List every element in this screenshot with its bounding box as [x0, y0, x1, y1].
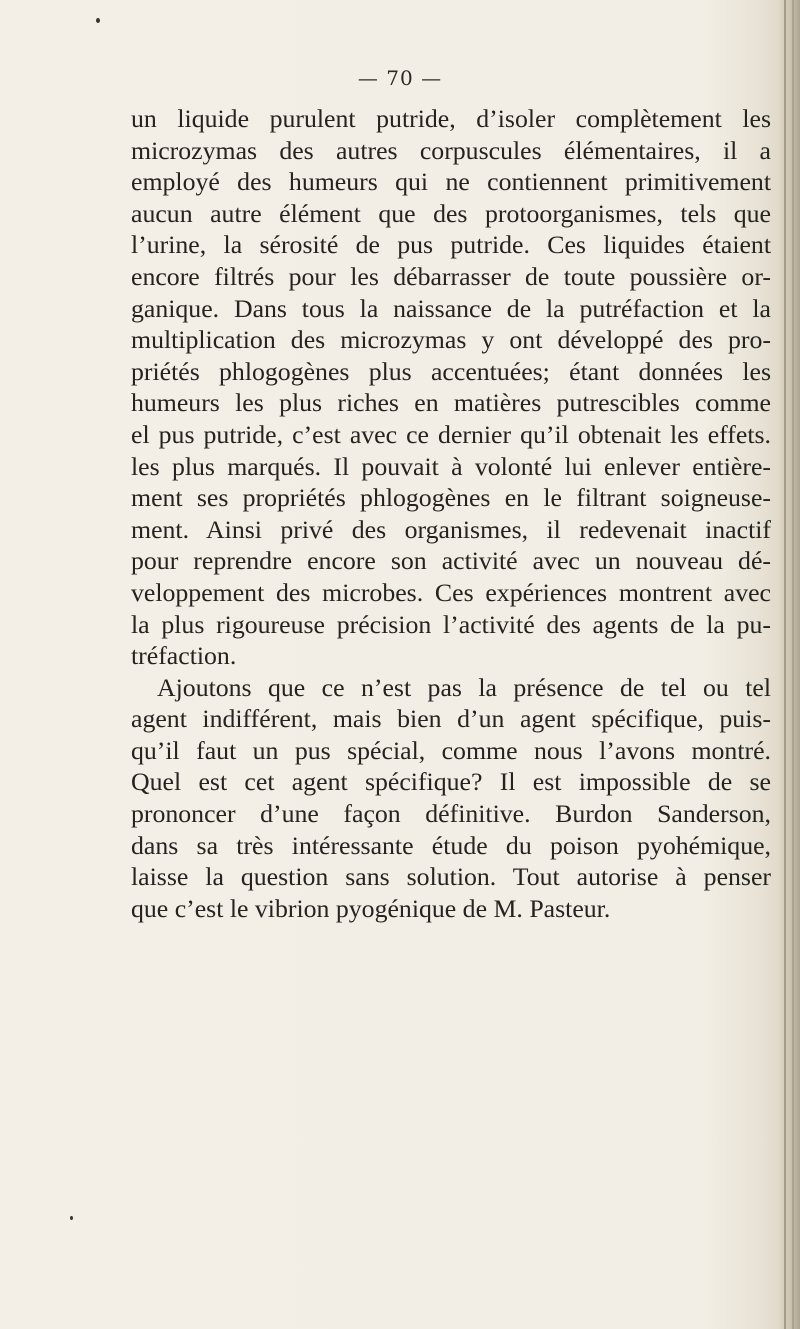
- text-line: ment ses propriétés phlogogènes en le filtrant soigneuse-: [131, 483, 771, 513]
- ink-speck: [96, 18, 100, 23]
- text-line: dans sa très intéressante étude du poison pyohémique,: [131, 830, 771, 860]
- text-line: Quel est cet agent spécifique? Il est impossible de se: [131, 767, 771, 797]
- text-line: agent indifférent, mais bien d’un agent spécifique, puis-: [131, 704, 771, 734]
- text-line: tréfaction.: [131, 641, 237, 671]
- ink-speck: [70, 1216, 73, 1220]
- page-edge-shadow: [778, 0, 800, 1329]
- body-text: [131, 103, 771, 924]
- text-line: ganique. Dans tous la naissance de la putréfaction et la: [131, 293, 771, 323]
- text-line: microzymas des autres corpuscules élémentaires, il a: [131, 135, 771, 165]
- paragraph-first-line: Ajoutons que ce n’est pas la présence de tel ou tel: [157, 672, 771, 702]
- text-line: prononcer d’une façon définitive. Burdon Sanderson,: [131, 799, 771, 829]
- text-line: encore filtrés pour les débarrasser de toute poussière or-: [131, 261, 771, 291]
- text-line: priétés phlogogènes plus accentuées; étant données les: [131, 356, 771, 386]
- text-line: un liquide purulent putride, d’isoler complètement les: [131, 104, 771, 133]
- text-line: multiplication des microzymas y ont développé des pro-: [131, 325, 771, 355]
- page-edge-line: [792, 0, 794, 1329]
- text-line: aucun autre élément que des protoorganismes, tels que: [131, 198, 771, 228]
- text-line: qu’il faut un pus spécial, comme nous l’avons montré.: [131, 735, 771, 765]
- text-line: humeurs les plus riches en matières putrescibles comme: [131, 388, 771, 418]
- text-line: la plus rigoureuse précision l’activité des agents de la pu-: [131, 609, 771, 639]
- text-line: employé des humeurs qui ne contiennent primitivement: [131, 167, 771, 197]
- text-line: pour reprendre encore son activité avec un nouveau dé-: [131, 546, 771, 576]
- text-line: ment. Ainsi privé des organismes, il redevenait inactif: [131, 514, 771, 544]
- page-edge-line: [784, 0, 786, 1329]
- text-line: veloppement des microbes. Ces expériences montrent avec: [131, 577, 771, 607]
- text-line: les plus marqués. Il pouvait à volonté lui enlever entière-: [131, 451, 771, 481]
- page-number: — 70 —: [357, 66, 443, 90]
- text-line: laisse la question sans solution. Tout autorise à penser: [131, 862, 771, 892]
- text-line: el pus putride, c’est avec ce dernier qu’il obtenait les effets.: [131, 419, 771, 449]
- text-line: que c’est le vibrion pyogénique de M. Pasteur.: [131, 893, 611, 923]
- text-line: l’urine, la sérosité de pus putride. Ces liquides étaient: [131, 230, 771, 260]
